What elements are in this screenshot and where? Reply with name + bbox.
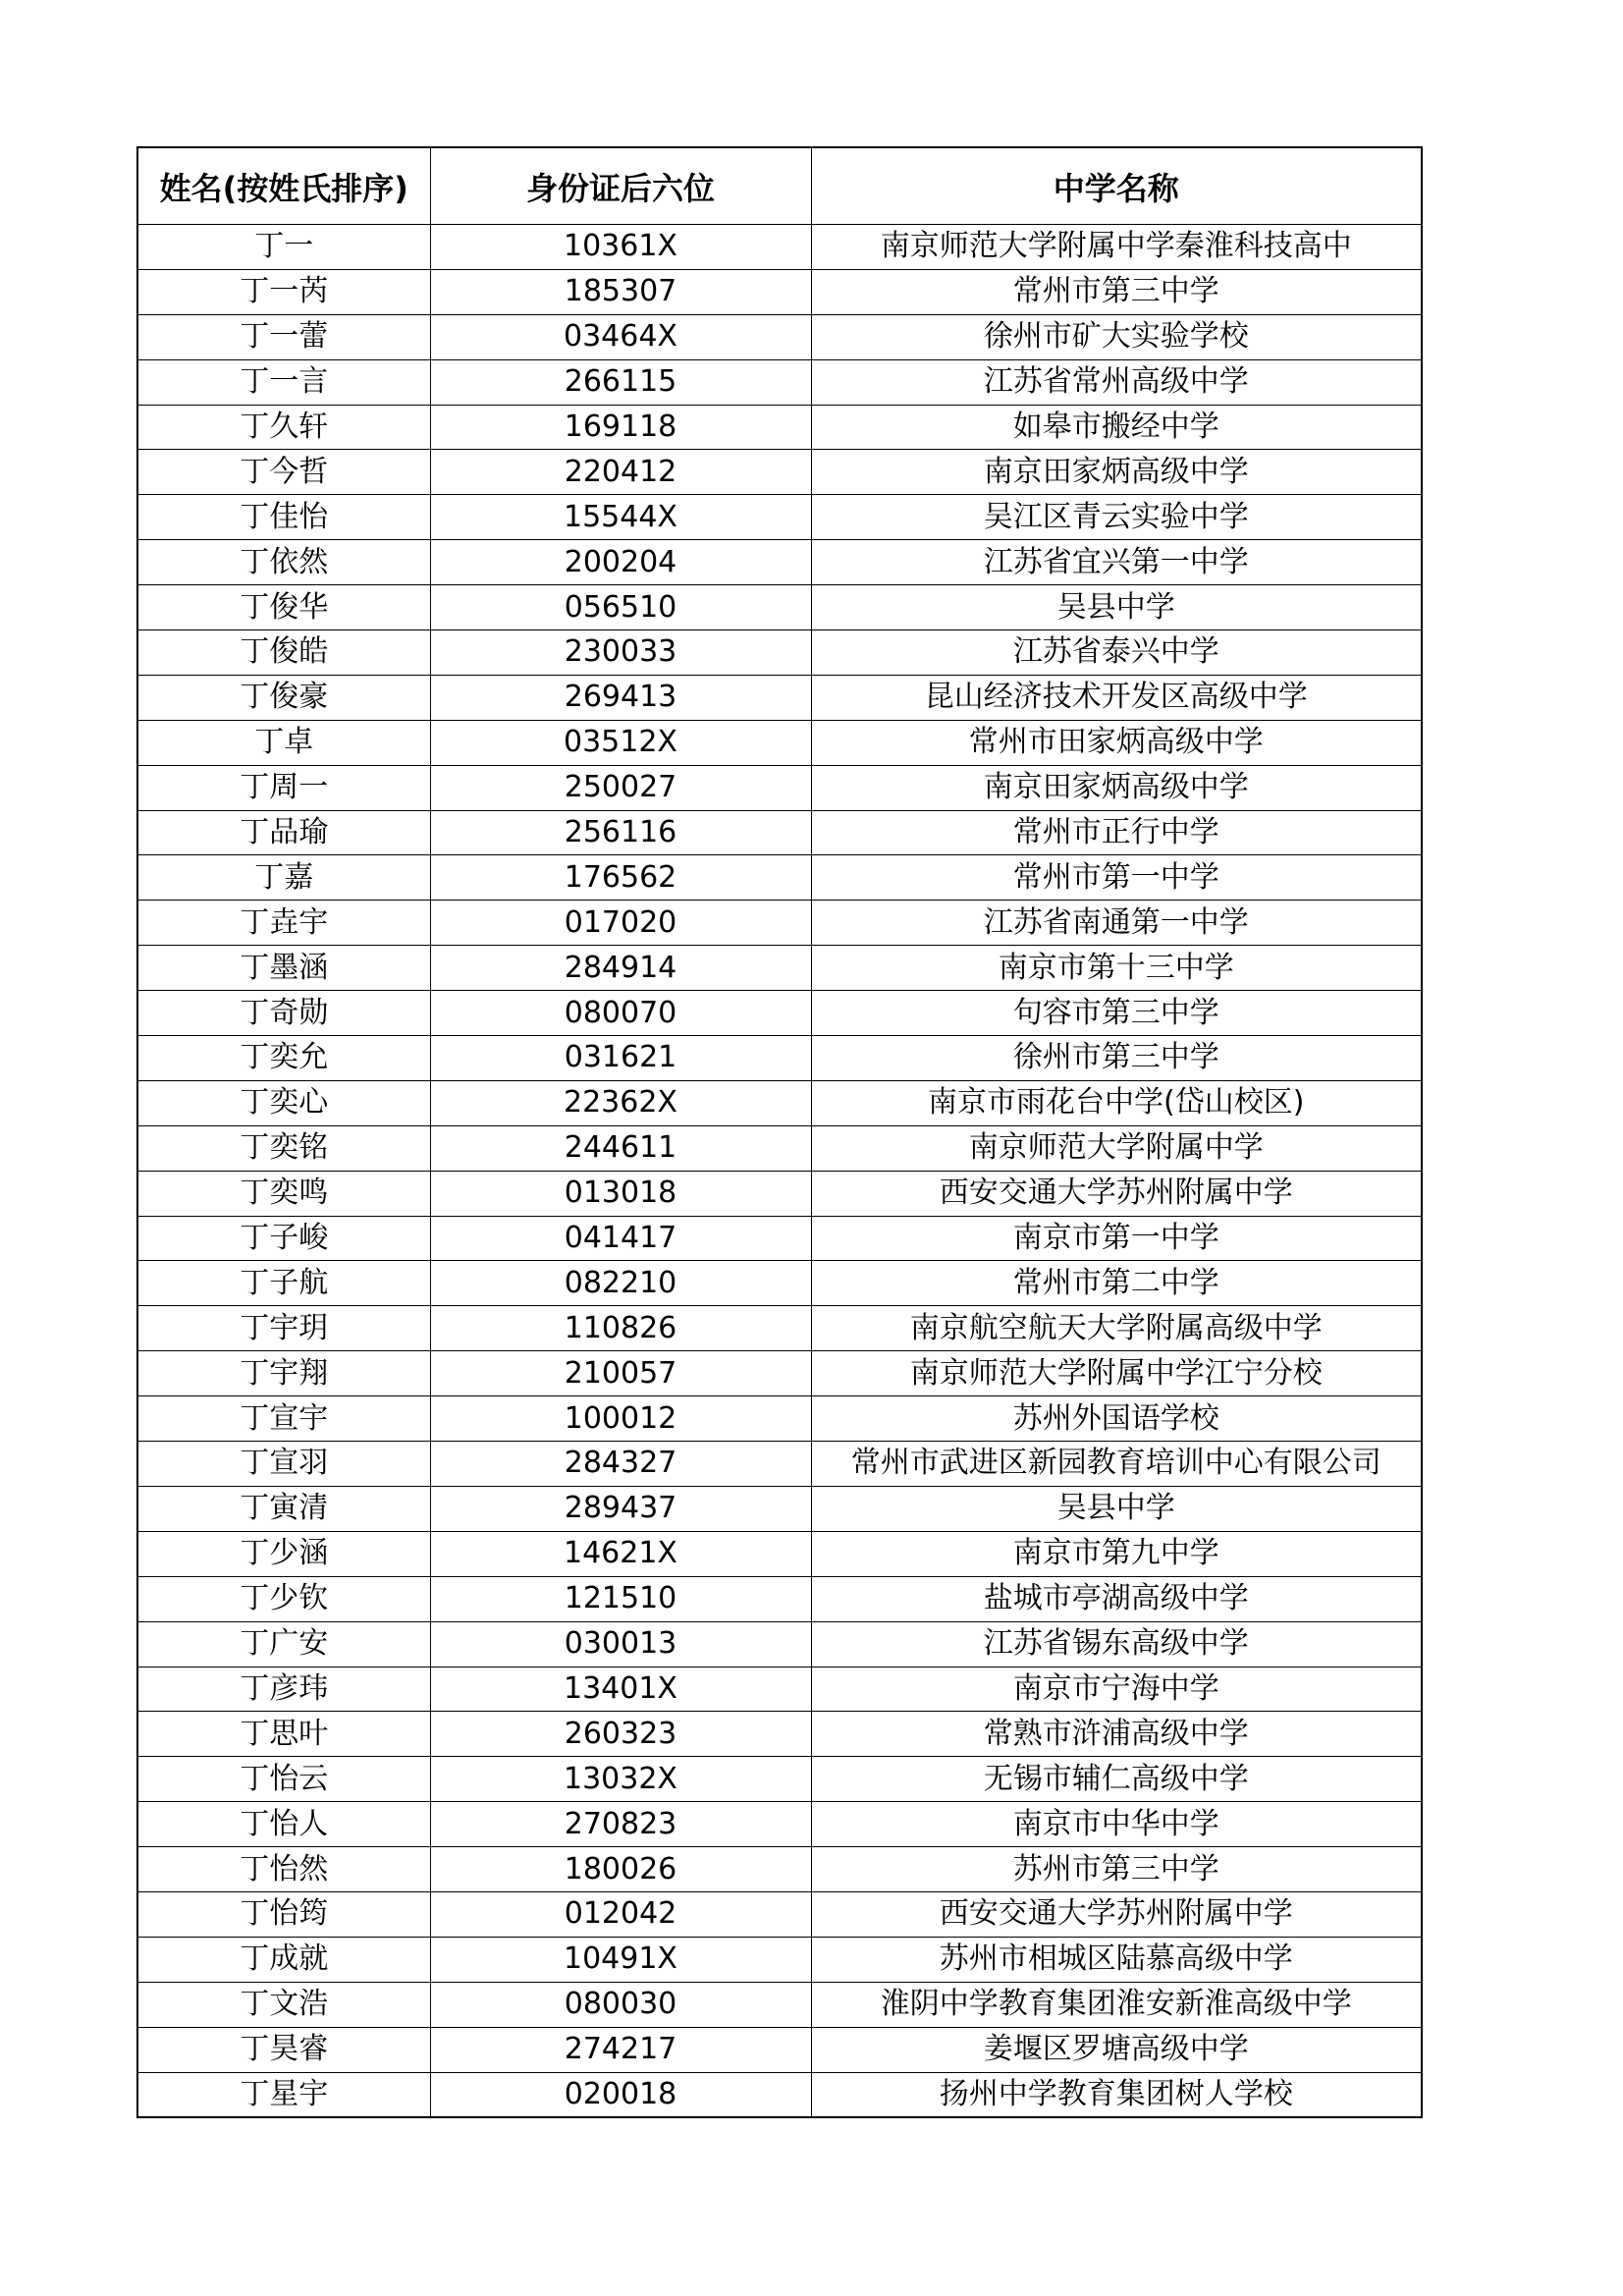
cell-school: 南京市中华中学 [811, 1802, 1422, 1847]
cell-name: 丁思叶 [137, 1712, 430, 1757]
cell-school: 苏州外国语学校 [811, 1396, 1422, 1442]
cell-id-last-six: 10361X [430, 225, 811, 270]
table-row [137, 585, 1422, 630]
cell-school: 常州市第二中学 [811, 1261, 1422, 1306]
table-row [137, 1486, 1422, 1531]
cell-name: 丁文浩 [137, 1982, 430, 2027]
cell-school: 常州市第三中学 [811, 269, 1422, 314]
table-row [137, 1937, 1422, 1982]
cell-id-last-six: 176562 [430, 855, 811, 901]
table-row [137, 1351, 1422, 1396]
cell-school: 西安交通大学苏州附属中学 [811, 1171, 1422, 1216]
cell-name: 丁广安 [137, 1621, 430, 1667]
cell-id-last-six: 041417 [430, 1216, 811, 1261]
cell-id-last-six: 266115 [430, 359, 811, 405]
cell-name: 丁成就 [137, 1937, 430, 1982]
table-row [137, 1080, 1422, 1125]
cell-school: 常州市田家炳高级中学 [811, 720, 1422, 765]
table-row [137, 1621, 1422, 1667]
cell-name: 丁墨涵 [137, 946, 430, 991]
cell-id-last-six: 15544X [430, 495, 811, 540]
cell-name: 丁奕鸣 [137, 1171, 430, 1216]
cell-school: 徐州市矿大实验学校 [811, 314, 1422, 359]
cell-school: 南京市第一中学 [811, 1216, 1422, 1261]
cell-name: 丁宇翔 [137, 1351, 430, 1396]
cell-id-last-six: 270823 [430, 1802, 811, 1847]
roster-sheet [136, 146, 1421, 2118]
cell-name: 丁寅清 [137, 1486, 430, 1531]
table-row [137, 1802, 1422, 1847]
cell-name: 丁昊睿 [137, 2027, 430, 2072]
cell-id-last-six: 017020 [430, 901, 811, 946]
cell-name: 丁少涵 [137, 1531, 430, 1576]
cell-id-last-six: 056510 [430, 585, 811, 630]
cell-name: 丁奕铭 [137, 1125, 430, 1171]
cell-id-last-six: 121510 [430, 1576, 811, 1621]
cell-school: 吴县中学 [811, 1486, 1422, 1531]
cell-name: 丁怡人 [137, 1802, 430, 1847]
table-row [137, 1216, 1422, 1261]
cell-school: 苏州市第三中学 [811, 1847, 1422, 1892]
cell-name: 丁佳怡 [137, 495, 430, 540]
table-row [137, 946, 1422, 991]
cell-name: 丁一芮 [137, 269, 430, 314]
table-row [137, 540, 1422, 585]
cell-school: 江苏省南通第一中学 [811, 901, 1422, 946]
cell-school: 常州市第一中学 [811, 855, 1422, 901]
cell-school: 江苏省泰兴中学 [811, 630, 1422, 676]
cell-name: 丁怡然 [137, 1847, 430, 1892]
cell-school: 姜堰区罗塘高级中学 [811, 2027, 1422, 2072]
cell-school: 扬州中学教育集团树人学校 [811, 2072, 1422, 2117]
cell-id-last-six: 10491X [430, 1937, 811, 1982]
header-id-last-six: 身份证后六位 [430, 147, 811, 225]
cell-school: 南京市宁海中学 [811, 1667, 1422, 1712]
cell-id-last-six: 020018 [430, 2072, 811, 2117]
header-school: 中学名称 [811, 147, 1422, 225]
cell-id-last-six: 200204 [430, 540, 811, 585]
cell-school: 西安交通大学苏州附属中学 [811, 1891, 1422, 1937]
cell-school: 淮阴中学教育集团淮安新淮高级中学 [811, 1982, 1422, 2027]
cell-name: 丁周一 [137, 765, 430, 810]
cell-school: 吴县中学 [811, 585, 1422, 630]
cell-school: 江苏省常州高级中学 [811, 359, 1422, 405]
cell-school: 常州市正行中学 [811, 810, 1422, 855]
header-row [137, 147, 1422, 225]
table-row [137, 720, 1422, 765]
cell-name: 丁一 [137, 225, 430, 270]
cell-id-last-six: 082210 [430, 1261, 811, 1306]
cell-id-last-six: 030013 [430, 1621, 811, 1667]
table-row [137, 1396, 1422, 1442]
table-row [137, 359, 1422, 405]
cell-id-last-six: 169118 [430, 405, 811, 450]
cell-id-last-six: 230033 [430, 630, 811, 676]
cell-name: 丁子峻 [137, 1216, 430, 1261]
cell-id-last-six: 100012 [430, 1396, 811, 1442]
table-row [137, 1261, 1422, 1306]
table-row [137, 495, 1422, 540]
table-row [137, 405, 1422, 450]
cell-name: 丁一蕾 [137, 314, 430, 359]
cell-id-last-six: 185307 [430, 269, 811, 314]
cell-name: 丁宣羽 [137, 1442, 430, 1487]
cell-name: 丁彦玮 [137, 1667, 430, 1712]
cell-id-last-six: 012042 [430, 1891, 811, 1937]
table-row [137, 1847, 1422, 1892]
cell-name: 丁少钦 [137, 1576, 430, 1621]
cell-school: 南京田家炳高级中学 [811, 765, 1422, 810]
cell-id-last-six: 250027 [430, 765, 811, 810]
cell-school: 江苏省锡东高级中学 [811, 1621, 1422, 1667]
cell-id-last-six: 080030 [430, 1982, 811, 2027]
table-row [137, 314, 1422, 359]
table-row [137, 630, 1422, 676]
cell-school: 南京师范大学附属中学秦淮科技高中 [811, 225, 1422, 270]
cell-school: 南京师范大学附属中学 [811, 1125, 1422, 1171]
cell-name: 丁一言 [137, 359, 430, 405]
cell-id-last-six: 22362X [430, 1080, 811, 1125]
table-row [137, 1036, 1422, 1081]
table-row [137, 1712, 1422, 1757]
cell-name: 丁久轩 [137, 405, 430, 450]
table-row [137, 2027, 1422, 2072]
cell-id-last-six: 013018 [430, 1171, 811, 1216]
table-row [137, 1306, 1422, 1351]
header-name: 姓名(按姓氏排序) [137, 147, 430, 225]
table-row [137, 1531, 1422, 1576]
cell-school: 南京田家炳高级中学 [811, 450, 1422, 495]
table-header [137, 147, 1422, 225]
cell-school: 南京市第九中学 [811, 1531, 1422, 1576]
cell-name: 丁怡云 [137, 1757, 430, 1802]
cell-name: 丁依然 [137, 540, 430, 585]
cell-id-last-six: 13032X [430, 1757, 811, 1802]
table-row [137, 1667, 1422, 1712]
table-row [137, 1171, 1422, 1216]
table-row [137, 1442, 1422, 1487]
cell-name: 丁子航 [137, 1261, 430, 1306]
student-table [136, 146, 1423, 2118]
table-row [137, 991, 1422, 1036]
cell-school: 南京市第十三中学 [811, 946, 1422, 991]
cell-id-last-six: 13401X [430, 1667, 811, 1712]
table-row [137, 675, 1422, 720]
cell-school: 昆山经济技术开发区高级中学 [811, 675, 1422, 720]
table-row [137, 450, 1422, 495]
cell-name: 丁宇玥 [137, 1306, 430, 1351]
cell-id-last-six: 269413 [430, 675, 811, 720]
cell-id-last-six: 256116 [430, 810, 811, 855]
cell-id-last-six: 110826 [430, 1306, 811, 1351]
cell-school: 南京航空航天大学附属高级中学 [811, 1306, 1422, 1351]
cell-name: 丁宣宇 [137, 1396, 430, 1442]
table-row [137, 765, 1422, 810]
cell-id-last-six: 03512X [430, 720, 811, 765]
table-row [137, 269, 1422, 314]
table-row [137, 1982, 1422, 2027]
cell-id-last-six: 220412 [430, 450, 811, 495]
cell-id-last-six: 031621 [430, 1036, 811, 1081]
cell-name: 丁奇勋 [137, 991, 430, 1036]
cell-school: 常州市武进区新园教育培训中心有限公司 [811, 1442, 1422, 1487]
cell-school: 常熟市浒浦高级中学 [811, 1712, 1422, 1757]
table-row [137, 1891, 1422, 1937]
table-body [137, 225, 1422, 2118]
cell-school: 无锡市辅仁高级中学 [811, 1757, 1422, 1802]
cell-school: 句容市第三中学 [811, 991, 1422, 1036]
cell-name: 丁俊皓 [137, 630, 430, 676]
cell-name: 丁今哲 [137, 450, 430, 495]
cell-id-last-six: 180026 [430, 1847, 811, 1892]
cell-name: 丁嘉 [137, 855, 430, 901]
cell-school: 徐州市第三中学 [811, 1036, 1422, 1081]
cell-id-last-six: 03464X [430, 314, 811, 359]
cell-name: 丁俊豪 [137, 675, 430, 720]
cell-id-last-six: 210057 [430, 1351, 811, 1396]
cell-school: 南京师范大学附属中学江宁分校 [811, 1351, 1422, 1396]
cell-id-last-six: 289437 [430, 1486, 811, 1531]
cell-school: 江苏省宜兴第一中学 [811, 540, 1422, 585]
cell-name: 丁卓 [137, 720, 430, 765]
table-row [137, 1757, 1422, 1802]
cell-name: 丁星宇 [137, 2072, 430, 2117]
cell-name: 丁奕心 [137, 1080, 430, 1125]
cell-school: 如皋市搬经中学 [811, 405, 1422, 450]
cell-school: 苏州市相城区陆慕高级中学 [811, 1937, 1422, 1982]
cell-school: 吴江区青云实验中学 [811, 495, 1422, 540]
cell-id-last-six: 274217 [430, 2027, 811, 2072]
cell-id-last-six: 284327 [430, 1442, 811, 1487]
cell-id-last-six: 14621X [430, 1531, 811, 1576]
table-row [137, 1125, 1422, 1171]
table-row [137, 1576, 1422, 1621]
cell-id-last-six: 080070 [430, 991, 811, 1036]
cell-name: 丁俊华 [137, 585, 430, 630]
table-row [137, 855, 1422, 901]
cell-school: 南京市雨花台中学(岱山校区) [811, 1080, 1422, 1125]
table-row [137, 901, 1422, 946]
cell-name: 丁奕允 [137, 1036, 430, 1081]
cell-name: 丁垚宇 [137, 901, 430, 946]
table-row [137, 225, 1422, 270]
cell-id-last-six: 244611 [430, 1125, 811, 1171]
table-row [137, 810, 1422, 855]
cell-id-last-six: 260323 [430, 1712, 811, 1757]
cell-school: 盐城市亭湖高级中学 [811, 1576, 1422, 1621]
cell-id-last-six: 284914 [430, 946, 811, 991]
cell-name: 丁品瑜 [137, 810, 430, 855]
cell-name: 丁怡筠 [137, 1891, 430, 1937]
table-row [137, 2072, 1422, 2117]
